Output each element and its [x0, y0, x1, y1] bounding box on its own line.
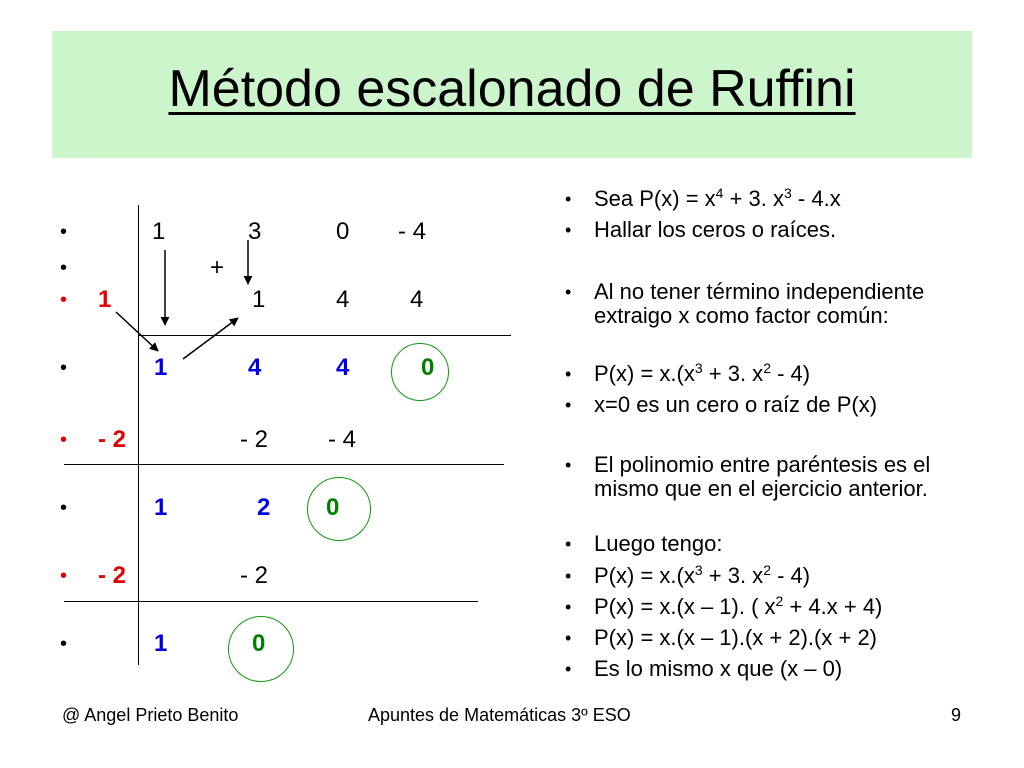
bullet: • — [60, 429, 68, 451]
text-line-2: • Hallar los ceros o raíces. — [565, 217, 837, 242]
text-line-8: • $P(x) = x.(x^3 + 3$. $x^2 - 4$) — [565, 562, 811, 588]
remainder-value: 0 — [421, 354, 435, 381]
remainder-value: 0 — [326, 494, 340, 521]
bullet: • — [60, 357, 68, 379]
quotient-value: 4 — [336, 354, 350, 381]
footer-course: Apuntes de Matemáticas 3º ESO — [368, 705, 631, 725]
page-number: 9 — [951, 705, 962, 725]
text-line-7: • Luego tengo: — [565, 531, 723, 556]
divisor-minus-2: - 2 — [98, 426, 127, 453]
divisor-minus-2: - 2 — [98, 562, 127, 589]
text-line-11: • Es lo mismo x que (x – 0) — [565, 656, 843, 681]
quotient-value: 2 — [257, 494, 271, 521]
text-line-6: • El polinomio entre paréntesis es el mismo que en el ejercicio anterior. — [565, 452, 931, 501]
divisor-1: 1 — [98, 286, 112, 313]
plus-sign: + — [210, 254, 225, 281]
product-value: - 4 — [328, 426, 357, 453]
bullet: • — [60, 565, 68, 587]
bullet: • — [60, 633, 68, 655]
product-value: - 2 — [240, 562, 269, 589]
quotient-value: 4 — [248, 354, 262, 381]
text-line-3: • Al no tener término independiente extraigo x como factor común: — [565, 279, 925, 328]
remainder-value: 0 — [252, 630, 266, 657]
product-value: 4 — [410, 286, 424, 313]
product-value: - 2 — [240, 426, 269, 453]
arrow-diag-1 — [116, 312, 158, 351]
arrow-diag-2 — [183, 318, 238, 359]
bullet: • — [60, 289, 68, 311]
text-line-5: • x=0 es un cero o raíz de P(x) — [565, 392, 878, 417]
bullet: • — [60, 497, 68, 519]
coef-minus-4: - 4 — [398, 218, 427, 245]
footer-author: @ Angel Prieto Benito — [62, 705, 239, 725]
quotient-value: 1 — [154, 494, 168, 521]
product-value: 4 — [336, 286, 350, 313]
bullet: • — [60, 221, 68, 243]
coef-1: 1 — [152, 218, 166, 245]
quotient-value: 1 — [154, 630, 168, 657]
slide-title: Método escalonado de Ruffini — [168, 60, 856, 118]
bullet: • — [60, 257, 68, 279]
text-line-4: • $P(x) = x.(x^3 + 3$. $x^2 - 4$) — [565, 360, 811, 386]
text-line-10: • P(x) = x.(x – 1).(x + 2).(x + 2) — [565, 625, 878, 650]
coef-3: 3 — [248, 218, 262, 245]
text-line-1: • Sea $P(x) = x^4 + 3$. $x^3 - 4.x$ — [565, 185, 841, 211]
coef-0: 0 — [336, 218, 350, 245]
quotient-value: 1 — [154, 354, 168, 381]
text-line-9: • P(x) = x.(x – 1). ( $x^2 + 4.x + 4$) — [565, 593, 883, 619]
product-value: 1 — [252, 286, 266, 313]
